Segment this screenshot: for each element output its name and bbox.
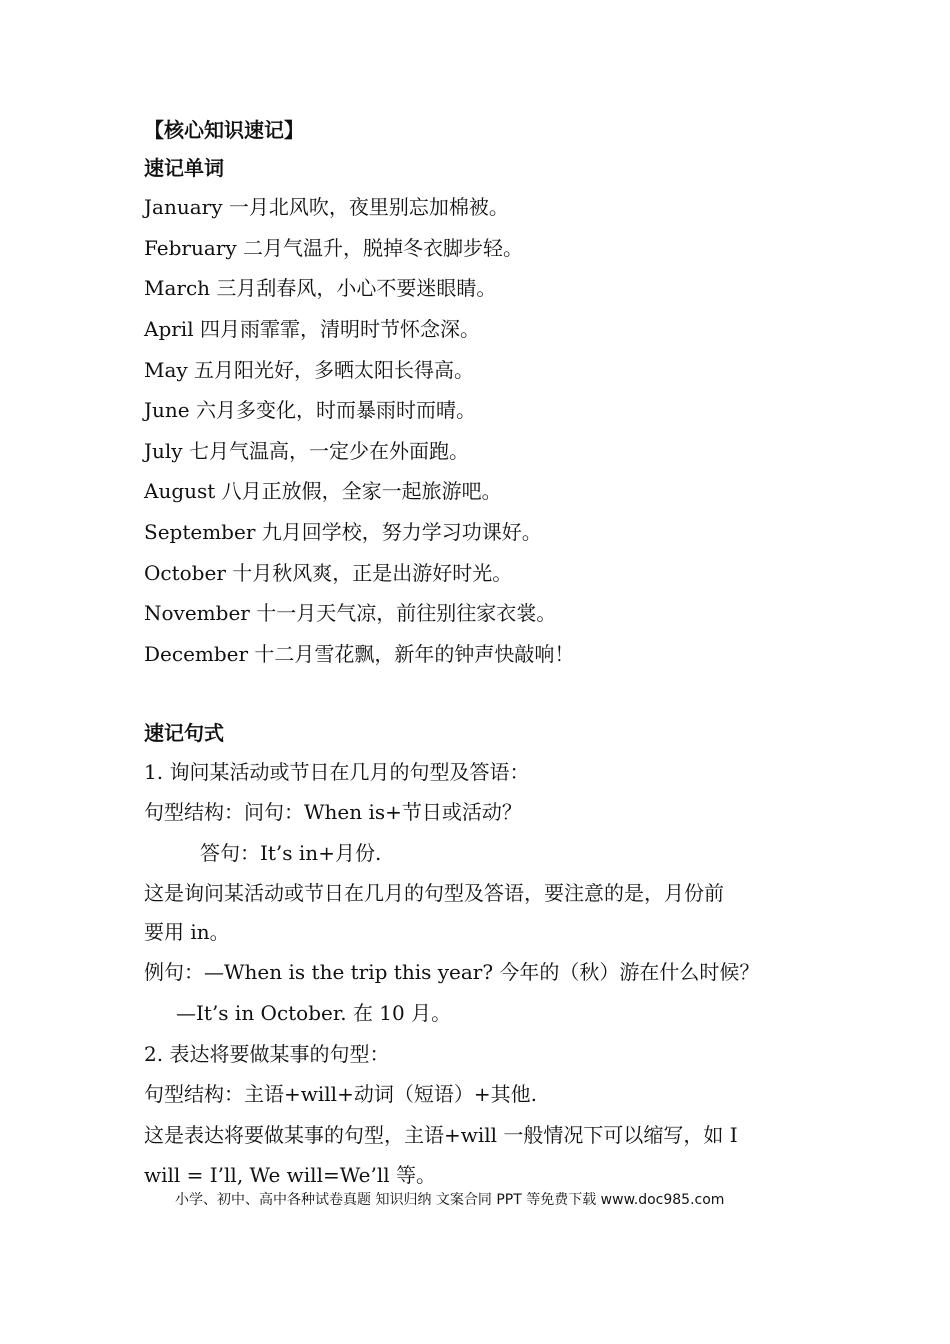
section-heading-words: 速记单词 <box>144 156 224 180</box>
month-line-november: November 十一月天气凉，前往别往家衣裳。 <box>144 601 557 625</box>
month-line-december: December 十二月雪花飘，新年的钟声快敲响！ <box>144 642 575 666</box>
pattern-1-structure-answer: 答句：It’s in+月份. <box>200 841 382 865</box>
month-line-march: March 三月刮春风，小心不要迷眼睛。 <box>144 276 497 300</box>
pattern-1-heading: 1. 询问某活动或节日在几月的句型及答语： <box>144 760 530 784</box>
month-line-april: April 四月雨霏霏，清明时节怀念深。 <box>144 317 480 341</box>
pattern-1-example-question: 例句：—When is the trip this year? 今年的（秋）游在什么时候？ <box>144 960 760 984</box>
month-line-february: February 二月气温升，脱掉冬衣脚步轻。 <box>144 236 524 260</box>
month-line-july: July 七月气温高，一定少在外面跑。 <box>144 439 469 463</box>
month-line-august: August 八月正放假，全家一起旅游吧。 <box>144 479 502 503</box>
month-line-october: October 十月秋风爽，正是出游好时光。 <box>144 561 513 585</box>
month-line-september: September 九月回学校，努力学习功课好。 <box>144 520 542 544</box>
pattern-2-explanation-line-1: 这是表达将要做某事的句型，主语+will 一般情况下可以缩写，如 I <box>144 1123 738 1147</box>
pattern-1-explanation-line-2: 要用 in。 <box>144 920 230 944</box>
month-line-june: June 六月多变化，时而暴雨时而晴。 <box>144 398 476 422</box>
pattern-2-explanation-line-2: will = I’ll, We will=We’ll 等。 <box>144 1163 437 1187</box>
section-heading-sentences: 速记句式 <box>144 721 224 745</box>
pattern-2-structure: 句型结构：主语+will+动词（短语）+其他. <box>144 1082 537 1106</box>
pattern-1-explanation-line-1: 这是询问某活动或节日在几月的句型及答语，要注意的是，月份前 <box>144 881 724 905</box>
pattern-1-example-answer: —It’s in October. 在 10 月。 <box>176 1001 452 1025</box>
pattern-2-heading: 2. 表达将要做某事的句型： <box>144 1042 390 1066</box>
page-title: 【核心知识速记】 <box>144 118 304 142</box>
month-line-may: May 五月阳光好，多晒太阳长得高。 <box>144 358 475 382</box>
footer-download-banner: 小学、初中、高中各种试卷真题 知识归纳 文案合同 PPT 等免费下载 www.doc985.com <box>175 1192 725 1208</box>
pattern-1-structure-question: 句型结构：问句：When is+节日或活动？ <box>144 800 522 824</box>
month-line-january: January 一月北风吹，夜里别忘加棉被。 <box>144 195 509 219</box>
